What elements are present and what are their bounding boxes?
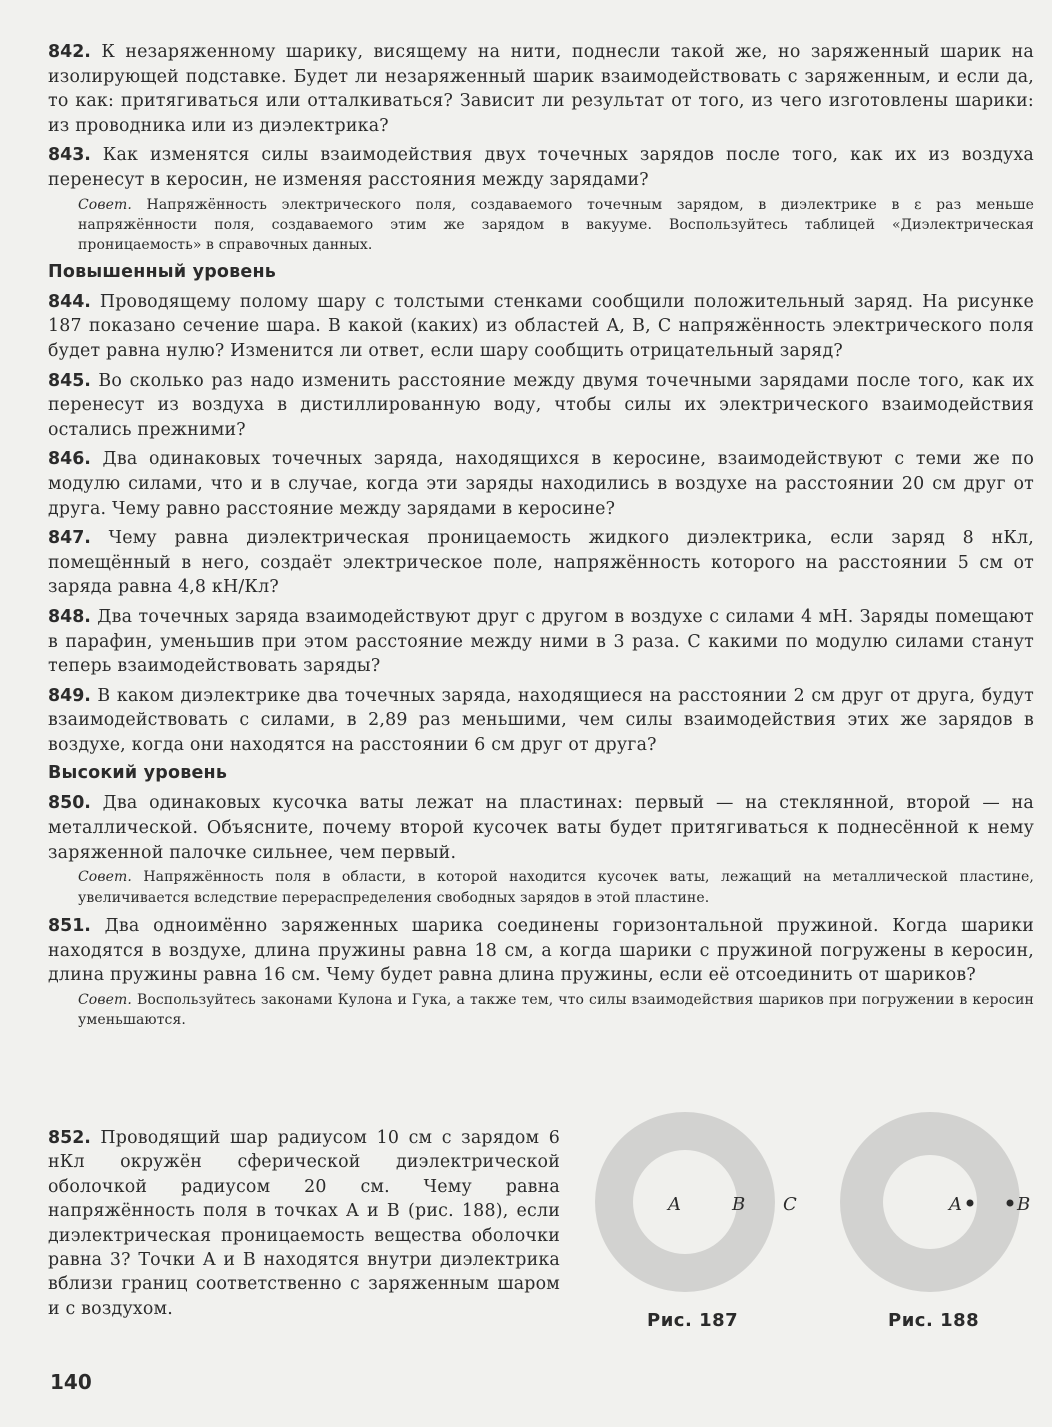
figure-187	[580, 1110, 820, 1310]
region-label-c: C	[783, 1194, 797, 1215]
problem-text: Проводящему полому шару с толстыми стенками сообщили положительный заряд. На рисунке 187 показано сечение шара. В какой (каких) из областей A, B, C напряжённость электрического поля будет равна нулю? Изменится ли ответ, если шару сообщить отрицательный заряд?	[48, 291, 1034, 361]
problem-850	[48, 791, 1034, 865]
problem-text: Два одноимённо заряженных шарика соединены горизонтальной пружиной. Когда шарики находятся в воздухе, длина пружины равна 18 см, а когда шарики с пружиной погружены в керосин, длина пружины равна 16 см. Чему будет равна длина пружины, если её отсоединить от шариков?	[48, 916, 1035, 986]
problem-846	[48, 447, 1034, 521]
problem-844	[48, 290, 1034, 364]
problem-847	[48, 526, 1034, 600]
problem-849	[48, 684, 1034, 758]
tip-text: Напряжённость поля в области, в которой находится кусочек ваты, лежащий на металлической пластине, увеличивается вследствие перераспределения свободных зарядов в этой пластине.	[78, 869, 1034, 906]
problem-text: В каком диэлектрике два точечных заряда, находящиеся на расстоянии 2 см друг от друга, будут взаимодействовать с силами, в 2,89 раз меньшими, чем силы взаимодействия этих же зарядов в воздухе, когда они находятся на расстоянии 6 см друг от друга?	[48, 685, 1034, 755]
problem-843	[48, 143, 1034, 192]
figure-188	[830, 1110, 1045, 1310]
tip-label: Совет.	[78, 991, 132, 1008]
figure-188-caption: Рис. 188	[888, 1310, 980, 1331]
problem-851	[48, 914, 1034, 988]
tip-text: Воспользуйтесь законами Кулона и Гука, а также тем, что силы взаимодействия шариков при погружении в керосин уменьшаются.	[78, 991, 1034, 1029]
problem-text: Два одинаковых кусочка ваты лежат на пластинах: первый — на стеклянной, второй — на металлической. Объясните, почему второй кусочек ваты будет притягиваться к поднесённой к нему заряженной палочке сильнее, чем первый.	[48, 793, 1034, 863]
problem-852	[48, 1126, 560, 1321]
section-heading-advanced: Повышенный уровень	[48, 261, 277, 282]
problem-text: Чему равна диэлектрическая проницаемость жидкого диэлектрика, если заряд 8 нКл, помещённый в него, создаёт электрическое поле, напряжённость которого на расстоянии 5 см от заряда равна 4,8 кН/Кл?	[48, 528, 1034, 598]
problem-number: 844.	[48, 291, 91, 312]
conducting-ball	[883, 1155, 977, 1249]
problem-number: 852.	[48, 1128, 91, 1148]
tip-label: Совет.	[78, 196, 132, 213]
tip-851	[78, 990, 1034, 1031]
problem-842	[48, 40, 1034, 138]
page-number: 140	[50, 1370, 92, 1394]
problems-column	[48, 40, 1034, 1037]
figure-187-caption: Рис. 187	[647, 1310, 739, 1331]
problem-text: Проводящий шар радиусом 10 см с зарядом 6 нКл окружён сферической диэлектрической оболочкой радиусом 20 см. Чему равна напряжённость поля в точках A и B (рис. 188), если диэлектрическая проницаемость вещества оболочки равна 3? Точки A и B находятся внутри диэлектрика вблизи границ соответственно с заряженным шаром и с воздухом.	[48, 1128, 560, 1319]
cavity-inner	[633, 1150, 737, 1254]
problem-number: 851.	[48, 916, 91, 937]
problem-845	[48, 369, 1034, 443]
point-label-b: B	[1017, 1194, 1031, 1215]
problem-number: 850.	[48, 793, 91, 814]
problem-text: Два точечных заряда взаимодействуют друг с другом в воздухе с силами 4 мН. Заряды помещают в парафин, уменьшив при этом расстояние между ними в 3 раза. С какими по модулю силами станут теперь взаимодействовать заряды?	[48, 606, 1034, 677]
region-label-a: A	[668, 1194, 681, 1215]
region-label-b: B	[732, 1194, 746, 1215]
point-label-a: A	[949, 1194, 962, 1215]
problem-number: 849.	[48, 685, 91, 706]
problem-number: 845.	[48, 370, 91, 391]
problem-848	[48, 605, 1034, 679]
tip-850	[78, 867, 1034, 908]
problem-text: Как изменятся силы взаимодействия двух точечных зарядов после того, как их из воздуха перенесут в керосин, не изменяя расстояния между зарядами?	[48, 145, 1034, 190]
problem-number: 848.	[48, 606, 91, 627]
problem-number: 847.	[48, 528, 91, 549]
problem-number: 842.	[48, 42, 91, 62]
problem-text: К незаряженному шарику, висящему на нити, поднесли такой же, но заряженный шарик на изолирующей подставке. Будет ли незаряженный шарик взаимодействовать с заряженным, и если да, то как: притягиваться или отталкиваться? Зависит ли результат от того, из чего изготовлены шарики: из проводника или из диэлектрика?	[48, 42, 1034, 136]
section-heading-high: Высокий уровень	[48, 763, 228, 784]
problem-number: 843.	[48, 145, 91, 166]
problem-number: 846.	[48, 449, 91, 470]
tip-text: Напряжённость электрического поля, создаваемого точечным зарядом, в диэлектрике в ε раз меньше напряжённости поля, создаваемого этим же зарядом в вакууме. Воспользуйтесь таблицей «Диэлектрическая проницаемость» в справочных данных.	[78, 196, 1034, 254]
problem-text: Во сколько раз надо изменить расстояние между двумя точечными зарядами после того, как их перенесут из воздуха в дистиллированную воду, чтобы силы их электрического взаимодействия остались прежними?	[48, 370, 1034, 440]
tip-843	[78, 195, 1034, 256]
tip-label: Совет.	[78, 869, 132, 886]
point-b-marker	[1007, 1200, 1014, 1207]
problem-text: Два одинаковых точечных заряда, находящихся в керосине, взаимодействуют с теми же по модулю силами, что и в случае, когда эти заряды находились в воздухе на расстоянии 20 см друг от друга. Чему равно расстояние между зарядами в керосине?	[48, 449, 1034, 519]
point-a-marker	[967, 1200, 974, 1207]
